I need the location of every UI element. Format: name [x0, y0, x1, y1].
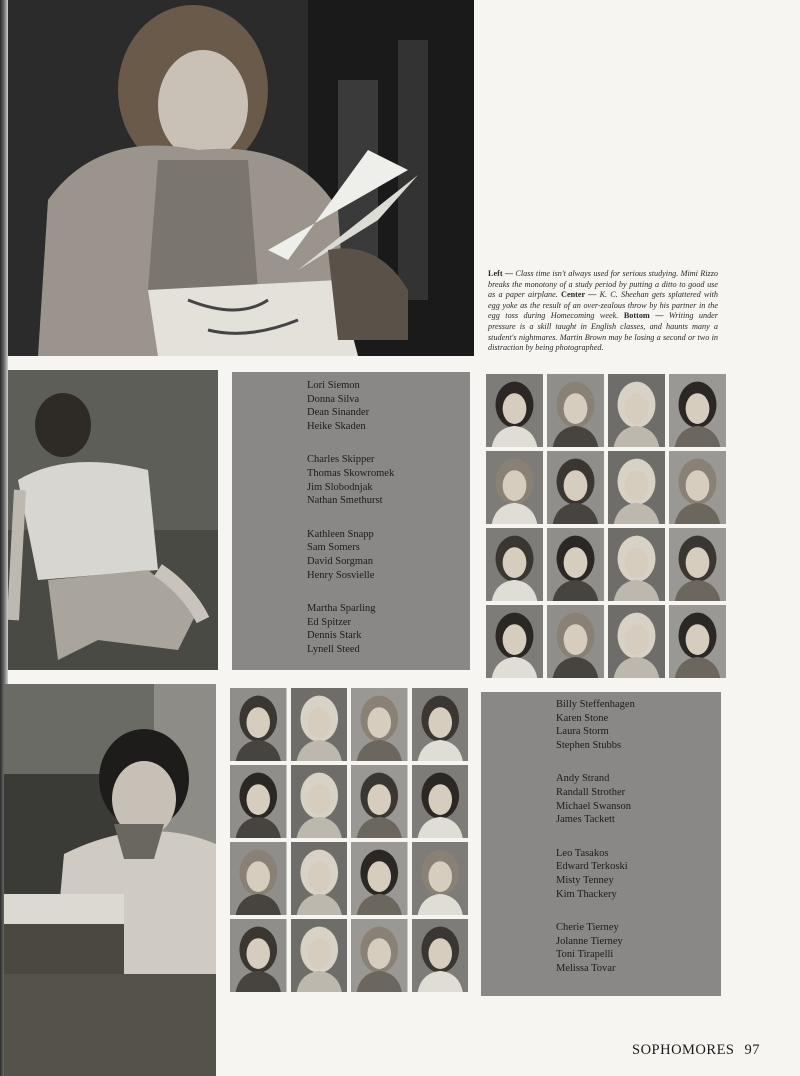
student-portrait — [486, 374, 543, 447]
student-name: Nathan Smethurst — [307, 495, 383, 507]
student-portrait — [669, 528, 726, 601]
student-portrait — [291, 765, 348, 838]
student-portrait — [230, 765, 287, 838]
caption-center-text: K. C. Sheehan gets splattered with egg yoke as the result of an over-zealous throw by his partner in the egg toss during Homecoming week. — [488, 290, 719, 321]
student-name: Andy Strand — [556, 773, 610, 785]
student-portrait — [351, 919, 408, 992]
student-portrait — [412, 919, 469, 992]
caption-left-text: Class time isn't always used for serious studying. Mimi Rizzo breaks the monotony of a study period by putting a ditto to good use as a paper airplane. — [488, 269, 718, 300]
student-name: Dean Sinander — [307, 407, 370, 419]
student-portrait — [486, 451, 543, 524]
student-portrait — [412, 765, 469, 838]
name-group — [307, 379, 394, 433]
name-group — [307, 453, 394, 507]
student-portrait — [351, 688, 408, 761]
student-portrait — [547, 451, 604, 524]
photo-paper-airplane — [8, 0, 474, 356]
student-portrait — [230, 919, 287, 992]
caption-left-label: Left — — [488, 269, 514, 278]
student-portrait — [547, 528, 604, 601]
student-portrait — [547, 374, 604, 447]
student-name: Ed Spitzer — [307, 616, 352, 628]
name-group — [307, 602, 394, 656]
section-title: SOPHOMORES — [632, 1042, 735, 1058]
student-portrait — [291, 919, 348, 992]
photo-egg-toss — [8, 370, 218, 670]
student-name: Edward Terkoski — [556, 861, 628, 873]
student-name: Karen Stone — [556, 712, 609, 724]
student-portrait — [608, 605, 665, 678]
student-name: Toni Tirapelli — [556, 949, 614, 961]
student-name: Kathleen Snapp — [307, 528, 374, 540]
student-portrait — [351, 765, 408, 838]
student-name: Laura Storm — [556, 726, 609, 738]
student-name: Randall Strother — [556, 786, 626, 798]
caption-bottom-text: Writing under pressure is a skill taught in English classes, and haunts many a student's nightmares. Martin Brown may be losing a second or two in distraction by being photographed. — [488, 311, 718, 353]
portrait-grid-1 — [486, 374, 726, 678]
student-portrait — [669, 451, 726, 524]
student-name: Kim Thackery — [556, 888, 617, 900]
name-group — [556, 698, 635, 752]
student-portrait — [291, 688, 348, 761]
student-name: Leo Tasakos — [556, 847, 609, 859]
student-portrait — [412, 842, 469, 915]
student-portrait — [608, 451, 665, 524]
student-portrait — [412, 688, 469, 761]
student-name: Jim Slobodnjak — [307, 481, 373, 493]
names-list-1 — [307, 379, 394, 677]
student-name: Heike Skaden — [307, 420, 366, 432]
student-portrait — [351, 842, 408, 915]
portrait-grid-2 — [230, 688, 468, 992]
student-portrait — [230, 842, 287, 915]
student-name: Dennis Stark — [307, 630, 362, 642]
student-portrait — [230, 688, 287, 761]
student-name: Donna Silva — [307, 393, 360, 405]
student-name: Thomas Skowromek — [307, 467, 395, 479]
student-portrait — [669, 605, 726, 678]
student-portrait — [547, 605, 604, 678]
student-portrait — [608, 528, 665, 601]
student-name: Henry Sosvielle — [307, 569, 375, 581]
student-portrait — [291, 842, 348, 915]
photo-writing-student — [4, 684, 216, 1076]
student-portrait — [486, 528, 543, 601]
name-group — [307, 528, 394, 582]
caption-center-label: Center — — [561, 290, 597, 300]
names-list-2 — [556, 698, 635, 996]
photo-caption — [488, 269, 718, 354]
student-name: Charles Skipper — [307, 454, 375, 466]
student-name: Melissa Tovar — [556, 962, 616, 974]
student-portrait — [669, 374, 726, 447]
student-name: David Sorgman — [307, 555, 374, 567]
student-name: Cherie Tierney — [556, 922, 619, 934]
name-group — [556, 772, 635, 826]
name-group — [556, 921, 635, 975]
page-footer — [632, 1042, 760, 1059]
student-name: Misty Tenney — [556, 874, 614, 886]
student-portrait — [486, 605, 543, 678]
student-portrait — [608, 374, 665, 447]
student-name: James Tackett — [556, 814, 615, 826]
page-number: 97 — [744, 1042, 760, 1058]
student-name: Sam Somers — [307, 542, 360, 554]
student-name: Michael Swanson — [556, 800, 631, 812]
name-group — [556, 847, 635, 901]
student-name: Jolanne Tierney — [556, 935, 623, 947]
student-name: Billy Steffenhagen — [556, 699, 635, 710]
student-name: Martha Sparling — [307, 603, 376, 615]
caption-bottom-label: Bottom — — [623, 311, 664, 321]
student-name: Stephen Stubbs — [556, 739, 622, 751]
student-name: Lori Siemon — [307, 380, 360, 391]
student-name: Lynell Steed — [307, 643, 360, 655]
